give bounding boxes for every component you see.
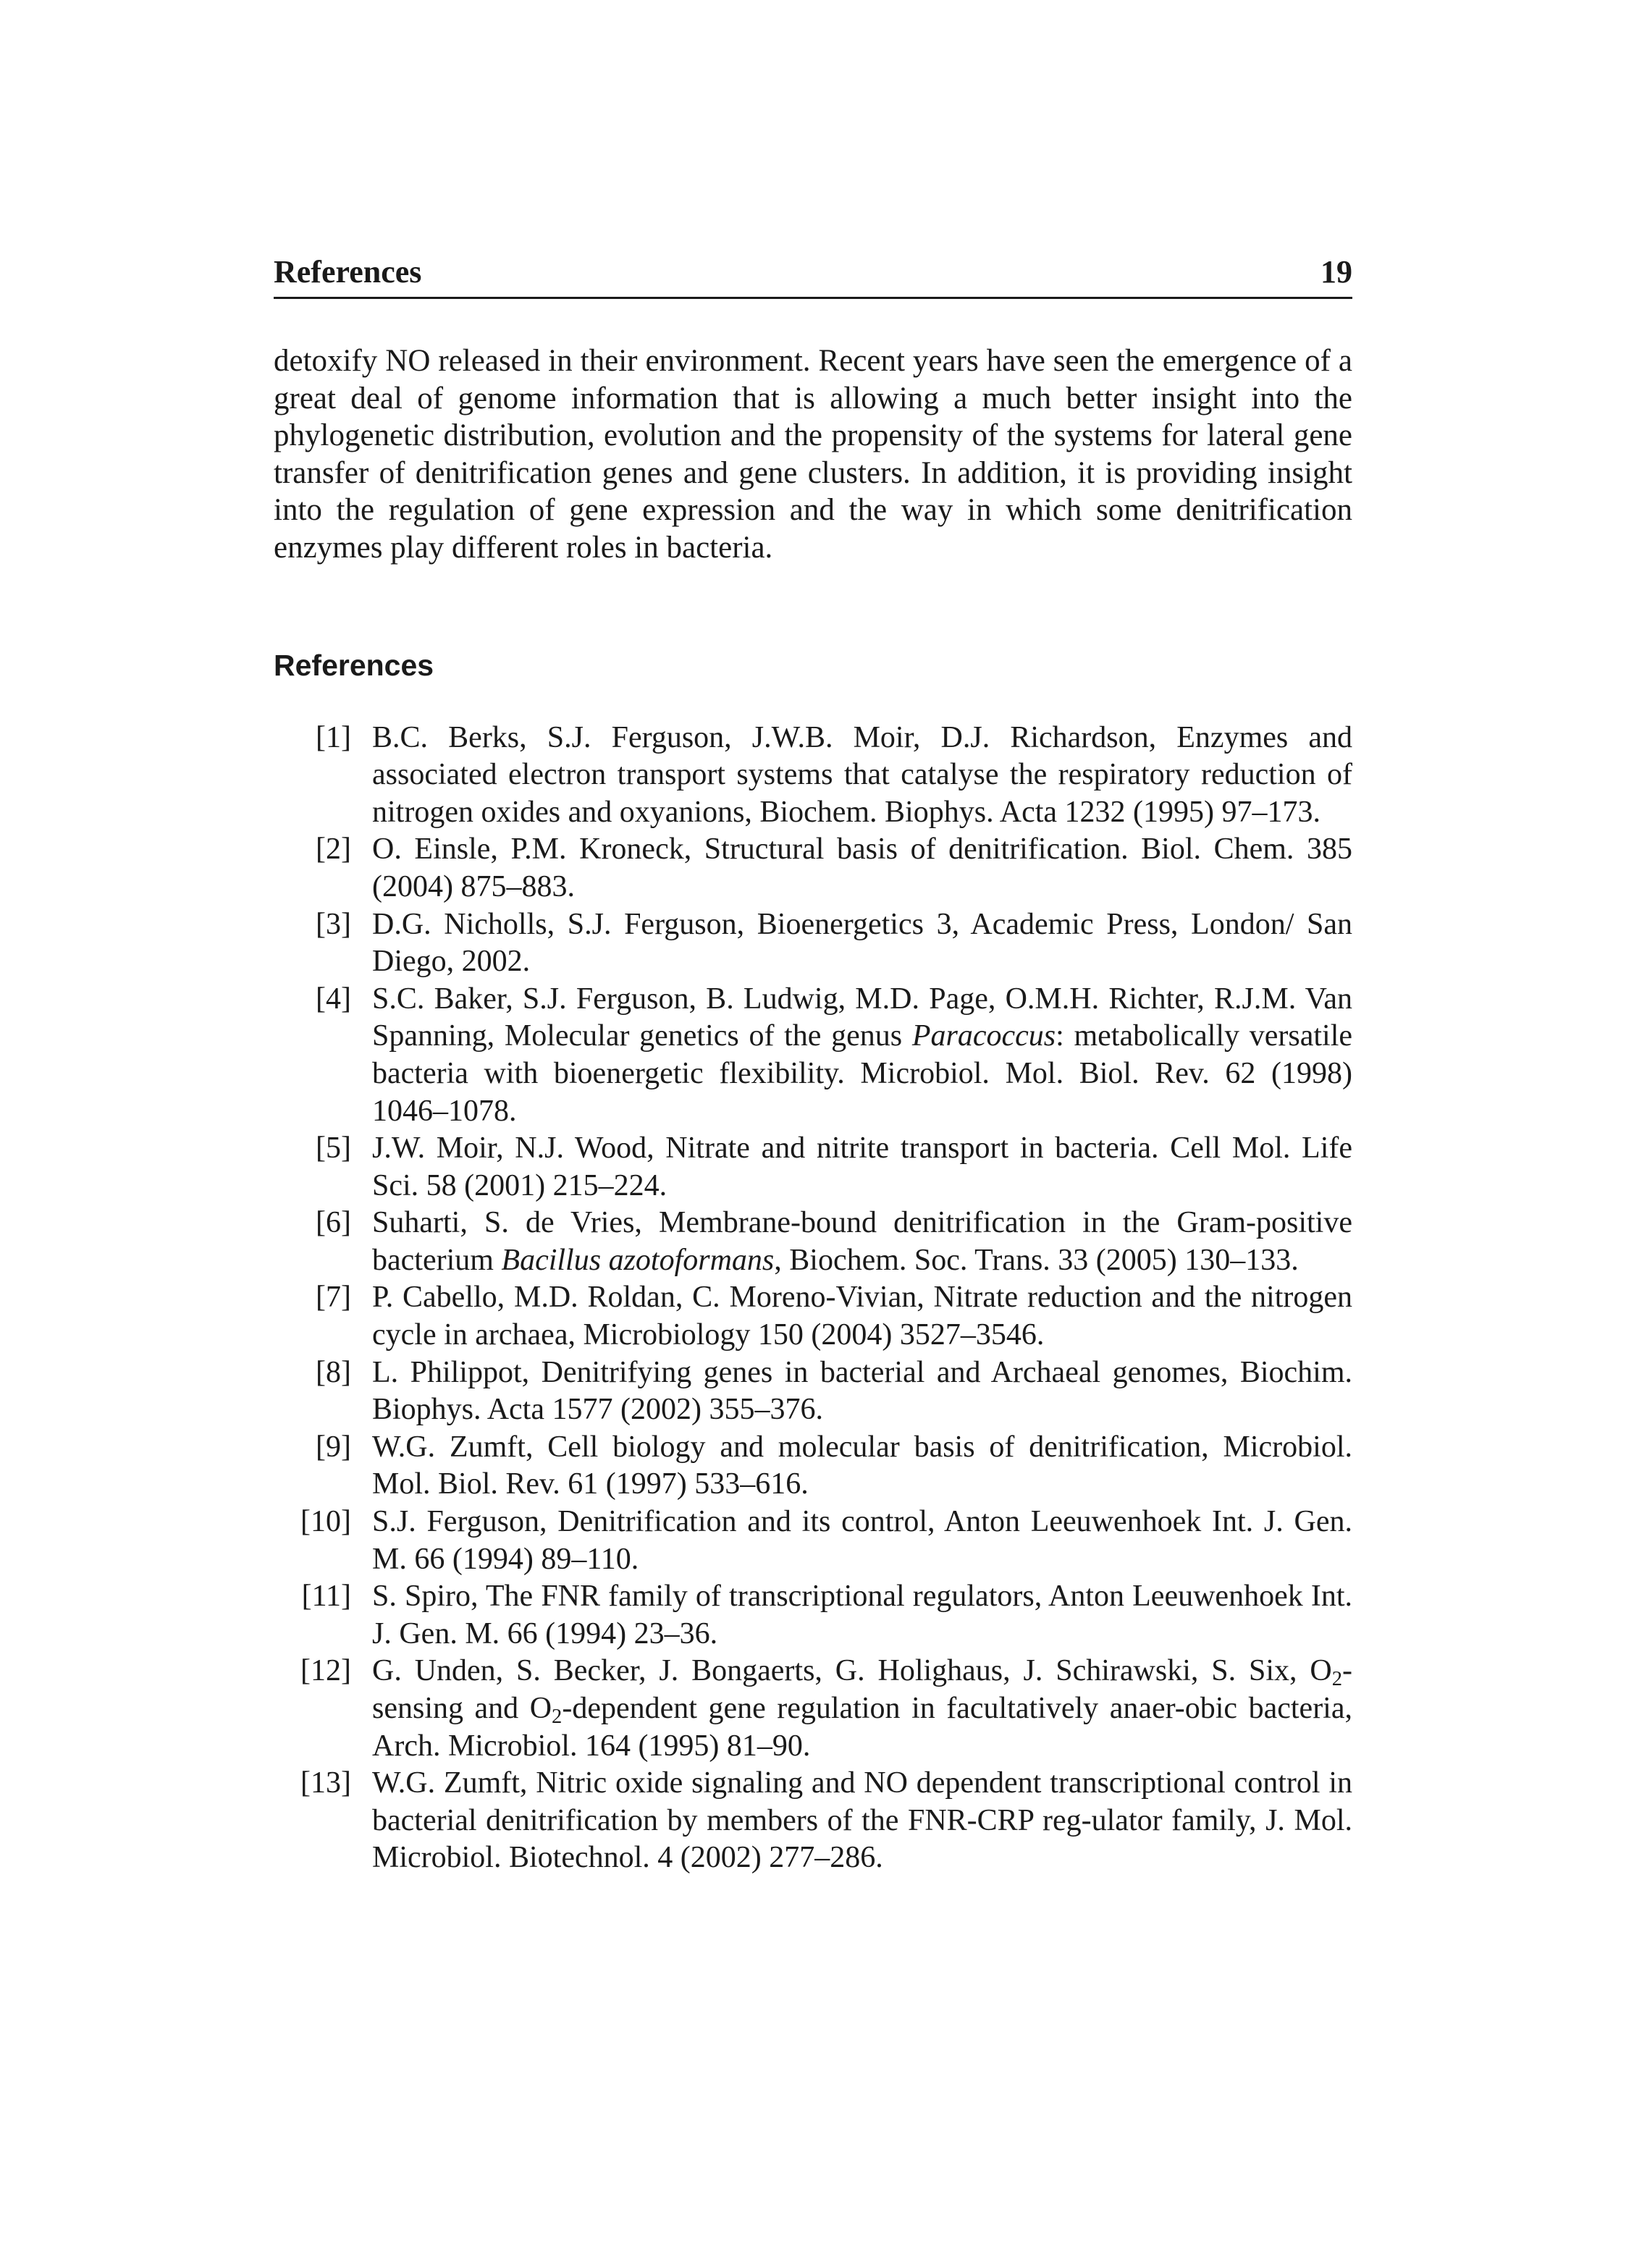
- reference-item-1: [274, 720, 1352, 832]
- page-number: 19: [1320, 254, 1352, 290]
- reference-text-part: G. Unden, S. Becker, J. Bongaerts, G. Holighaus, J. Schirawski, S. Six, O: [372, 1654, 1332, 1688]
- reference-text-part: S.C. Baker, S.J. Ferguson, B. Ludwig, M.D. Page, O.M.H. Richter, R.J.M. Van Spanning, Molecular genetics of the genus: [372, 982, 1352, 1053]
- reference-number: [1]: [316, 720, 351, 754]
- reference-text: L. Philippot, Denitrifying genes in bacterial and Archaeal genomes, Biochim. Biophys. Acta 1577 (2002) 355–376.: [372, 1355, 1352, 1427]
- reference-text: P. Cabello, M.D. Roldan, C. Moreno-Vivian, Nitrate reduction and the nitrogen cycle in archaea, Microbiology 150 (2004) 3527–3546.: [372, 1281, 1352, 1352]
- reference-text: [372, 1653, 1352, 1765]
- reference-number: [6]: [316, 1206, 351, 1240]
- running-head-title: References: [274, 254, 422, 290]
- document-page: [274, 252, 1352, 1907]
- reference-number: [13]: [300, 1766, 351, 1800]
- reference-item-7: [274, 1279, 1352, 1354]
- reference-item-11: [274, 1578, 1352, 1653]
- reference-number: [9]: [316, 1430, 351, 1464]
- reference-item-4: [274, 981, 1352, 1130]
- reference-text-part: Suharti, S. de Vries, Membrane-bound denitrification in the Gram-positive bacterium: [372, 1206, 1352, 1277]
- reference-number: [7]: [316, 1281, 351, 1315]
- reference-item-9: [274, 1429, 1352, 1504]
- subscript: 2: [552, 1706, 563, 1729]
- reference-item-10: [274, 1504, 1352, 1578]
- reference-text-part: , Biochem. Soc. Trans. 33 (2005) 130–133.: [774, 1243, 1299, 1277]
- reference-text: O. Einsle, P.M. Kroneck, Structural basis of denitrification. Biol. Chem. 385 (2004) 875–883.: [372, 832, 1352, 903]
- running-head: [274, 252, 1352, 299]
- reference-text: S.J. Ferguson, Denitrification and its control, Anton Leeuwenhoek Int. J. Gen. M. 66 (1994) 89–110.: [372, 1505, 1352, 1576]
- reference-text: [372, 981, 1352, 1130]
- reference-number: [4]: [316, 982, 351, 1016]
- genus-name: Paracoccus: [911, 1019, 1056, 1053]
- reference-list: [274, 720, 1352, 1877]
- reference-number: [2]: [316, 832, 351, 867]
- reference-item-2: [274, 831, 1352, 906]
- reference-number: [11]: [301, 1580, 351, 1614]
- reference-item-3: [274, 906, 1352, 981]
- references-heading: References: [274, 648, 434, 682]
- body-paragraph: detoxify NO released in their environment. Recent years have seen the emergence of a great deal of genome information that is allowing a much better insight into the phylogenetic distribution, evolution and the propensity of the systems for lateral gene transfer of denitrification genes and gene clusters. In addition, it is providing insight into the regulation of gene expression and the way in which some denitrification enzymes play different roles in bacteria.: [274, 344, 1352, 565]
- reference-text: D.G. Nicholls, S.J. Ferguson, Bioenergetics 3, Academic Press, London/ San Diego, 2002.: [372, 907, 1352, 979]
- reference-text: W.G. Zumft, Nitric oxide signaling and NO dependent transcriptional control in bacterial denitrification by members of the FNR-CRP reg-ulator family, J. Mol. Microbiol. Biotechnol. 4 (2002) 277–286.: [372, 1766, 1352, 1875]
- reference-text-part: -sensing and O: [372, 1654, 1352, 1725]
- reference-text: J.W. Moir, N.J. Wood, Nitrate and nitrite transport in bacteria. Cell Mol. Life Sci. 58 (2001) 215–224.: [372, 1131, 1352, 1202]
- reference-number: [12]: [300, 1654, 351, 1688]
- reference-item-6: [274, 1205, 1352, 1279]
- reference-number: [5]: [316, 1131, 351, 1165]
- reference-item-5: [274, 1130, 1352, 1205]
- reference-text-part: : metabolically versatile bacteria with bioenergetic flexibility. Microbiol. Mol. Biol. Rev. 62 (1998) 1046–1078.: [372, 1019, 1353, 1128]
- reference-text: [372, 1205, 1352, 1279]
- subscript: 2: [1331, 1668, 1342, 1691]
- reference-text-part: -dependent gene regulation in facultatively anaer-obic bacteria, Arch. Microbiol. 164 (1995) 81–90.: [372, 1692, 1352, 1763]
- reference-text: B.C. Berks, S.J. Ferguson, J.W.B. Moir, D.J. Richardson, Enzymes and associated electron transport systems that catalyse the respiratory reduction of nitrogen oxides and oxyanions, Biochem. Biophys. Acta 1232 (1995) 97–173.: [372, 720, 1352, 829]
- reference-text: S. Spiro, The FNR family of transcriptional regulators, Anton Leeuwenhoek Int. J. Gen. M. 66 (1994) 23–36.: [372, 1580, 1352, 1651]
- reference-item-12: [274, 1653, 1352, 1765]
- reference-number: [10]: [300, 1505, 351, 1539]
- species-name: Bacillus azotoformans: [501, 1243, 775, 1277]
- reference-text: W.G. Zumft, Cell biology and molecular basis of denitrification, Microbiol. Mol. Biol. Rev. 61 (1997) 533–616.: [372, 1430, 1352, 1501]
- reference-item-8: [274, 1354, 1352, 1429]
- reference-number: [8]: [316, 1355, 351, 1389]
- reference-number: [3]: [316, 907, 351, 941]
- reference-item-13: [274, 1765, 1352, 1877]
